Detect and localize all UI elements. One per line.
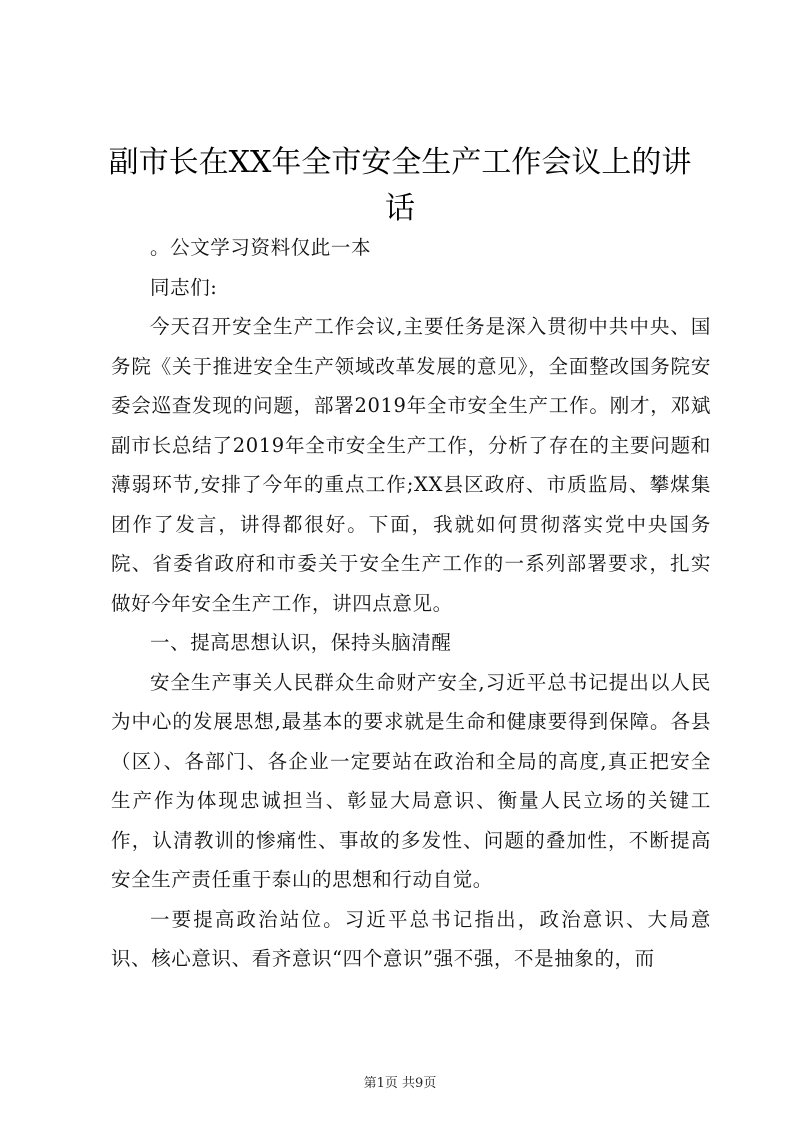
paragraph-point-1: 一要提高政治站位。习近平总书记指出，政治意识、大局意识、核心意识、看齐意识“四个意识”强不强，不是抽象的，而 [111, 907, 711, 970]
paragraph-intro: 今天召开安全生产工作会议,主要任务是深入贯彻中共中央、国务院《关于推进安全生产领域改革发展的意见》，全面整改国务院安委会巡查发现的问题，部署2019年全市安全生产工作。刚才，邓斌副市长总结了2019年全市安全生产工作，分析了存在的主要问题和薄弱环节,安排了今年的重点工作;XX县区政府、市质监局、攀煤集团作了发言，讲得都很好。下面，我就如何贯彻落实党中央国务院、省委省政府和市委关于安全生产工作的一系列部署要求，扎实做好今年安全生产工作，讲四点意见。 [111, 315, 711, 615]
paragraph-section-1: 安全生产事关人民群众生命财产安全,习近平总书记提出以人民为中心的发展思想,最基本的要求就是生命和健康要得到保障。各县（区）、各部门、各企业一定要站在政治和全局的高度,真正把安全生产作为体现忠诚担当、彰显大局意识、衡量人民立场的关键工作，认清教训的惨痛性、事故的多发性、问题的叠加性，不断提高安全生产责任重于泰山的思想和行动自觉。 [111, 670, 711, 891]
section-heading-1: 一、提高思想认识，保持头脑清醒 [150, 631, 452, 654]
document-title: 副市长在XX年全市安全生产工作会议上的讲话 [108, 145, 692, 226]
page-footer: 第1页 共9页 [363, 1076, 437, 1091]
paragraph-note: 。公文学习资料仅此一本 [150, 236, 372, 259]
document-body [111, 228, 711, 979]
paragraph-salutation: 同志们: [150, 275, 218, 299]
